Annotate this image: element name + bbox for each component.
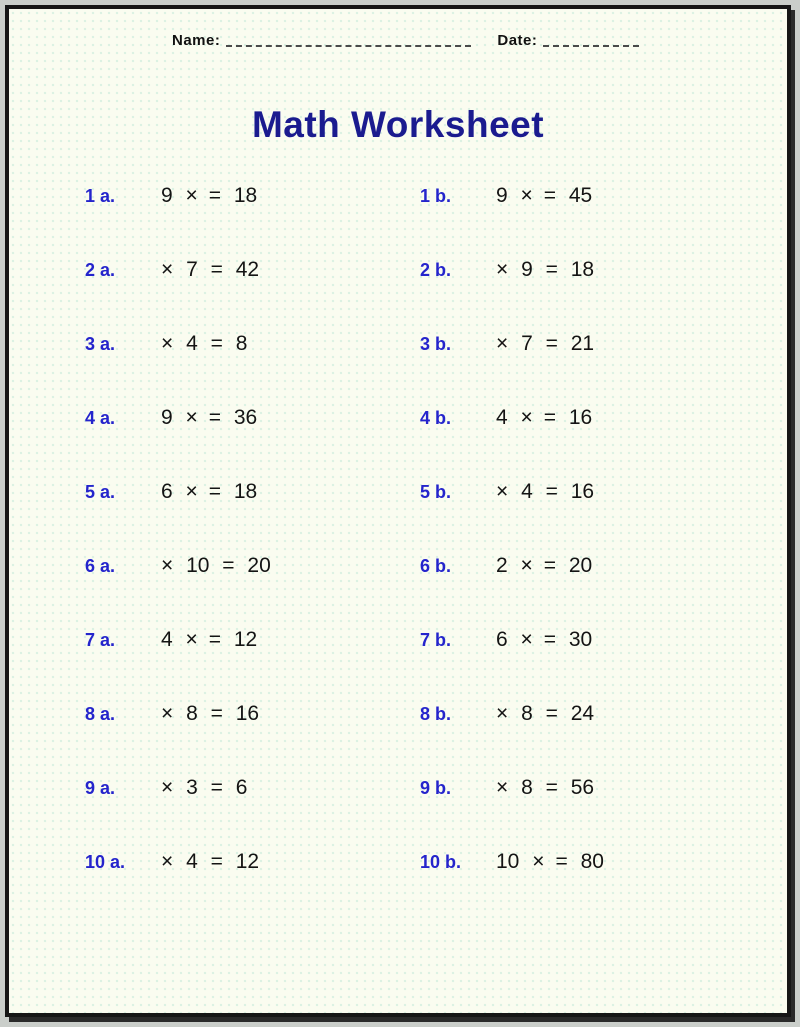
- problem-2b: [420, 258, 785, 282]
- expression-after-blank: × 8 = 56: [496, 776, 595, 799]
- expression-before-blank: 9 ×: [161, 184, 198, 207]
- expression-before-blank: 2 ×: [496, 554, 533, 577]
- expression-after-blank: = 30: [543, 628, 593, 651]
- worksheet-page: [5, 5, 791, 1017]
- problem-1b: [420, 184, 785, 208]
- problem-5b: [420, 480, 785, 504]
- expression-after-blank: = 18: [208, 184, 258, 207]
- problem-1a: [85, 184, 420, 208]
- problem-3a: [85, 332, 420, 356]
- problem-9a: [85, 776, 420, 800]
- problem-label: 9 a.: [85, 778, 116, 798]
- expression-before-blank: 10 ×: [496, 850, 545, 873]
- name-label: Name:: [172, 32, 221, 49]
- expression-before-blank: 6 ×: [161, 480, 198, 503]
- problem-label: 5 b.: [420, 482, 452, 502]
- expression-after-blank: × 8 = 24: [496, 702, 595, 725]
- problem-7b: [420, 628, 785, 652]
- problem-expression: [161, 258, 259, 282]
- problem-expression: [161, 332, 247, 356]
- problem-label: 10 a.: [85, 852, 126, 872]
- expression-after-blank: = 45: [543, 184, 593, 207]
- problem-2a: [85, 258, 420, 282]
- problem-label: 3 a.: [85, 334, 116, 354]
- problem-6b: [420, 554, 785, 578]
- expression-before-blank: 6 ×: [496, 628, 533, 651]
- problem-label: 7 b.: [420, 630, 452, 650]
- expression-after-blank: = 20: [543, 554, 593, 577]
- problem-10b: [420, 850, 785, 874]
- problem-8a: [85, 702, 420, 726]
- problem-label: 7 a.: [85, 630, 116, 650]
- problem-expression: [496, 480, 594, 504]
- expression-after-blank: × 8 = 16: [161, 702, 260, 725]
- problem-label: 3 b.: [420, 334, 452, 354]
- problem-expression: [161, 184, 257, 208]
- problem-expression: [161, 628, 257, 652]
- problem-expression: [496, 850, 604, 874]
- date-label: Date:: [497, 32, 538, 49]
- problem-expression: [496, 332, 594, 356]
- problem-expression: [161, 850, 259, 874]
- problem-5a: [85, 480, 420, 504]
- problem-6a: [85, 554, 420, 578]
- problem-expression: [496, 628, 592, 652]
- problem-7a: [85, 628, 420, 652]
- expression-after-blank: = 36: [208, 406, 258, 429]
- expression-after-blank: = 80: [555, 850, 604, 873]
- expression-after-blank: = 12: [208, 628, 258, 651]
- problem-label: 1 b.: [420, 186, 452, 206]
- expression-before-blank: 4 ×: [161, 628, 198, 651]
- expression-after-blank: × 4 = 16: [496, 480, 595, 503]
- page-title: Math Worksheet: [251, 104, 545, 145]
- problem-label: 1 a.: [85, 186, 116, 206]
- problem-3b: [420, 332, 785, 356]
- problem-expression: [161, 554, 271, 578]
- expression-after-blank: × 9 = 18: [496, 258, 595, 281]
- date-write-in-line: [543, 33, 639, 47]
- expression-after-blank: × 4 = 8: [161, 332, 248, 355]
- worksheet-header: [172, 31, 639, 49]
- problem-expression: [496, 406, 592, 430]
- name-write-in-line: [226, 33, 471, 47]
- problem-label: 2 a.: [85, 260, 116, 280]
- expression-after-blank: = 18: [208, 480, 258, 503]
- expression-before-blank: 9 ×: [496, 184, 533, 207]
- expression-before-blank: 4 ×: [496, 406, 533, 429]
- problem-label: 9 b.: [420, 778, 452, 798]
- problem-expression: [496, 184, 592, 208]
- expression-before-blank: 9 ×: [161, 406, 198, 429]
- problem-8b: [420, 702, 785, 726]
- problem-expression: [161, 776, 247, 800]
- expression-after-blank: = 16: [543, 406, 593, 429]
- problem-label: 6 a.: [85, 556, 116, 576]
- expression-after-blank: × 10 = 20: [161, 554, 271, 577]
- problem-label: 2 b.: [420, 260, 452, 280]
- expression-after-blank: × 7 = 21: [496, 332, 595, 355]
- problem-label: 6 b.: [420, 556, 452, 576]
- expression-after-blank: × 7 = 42: [161, 258, 260, 281]
- problem-expression: [496, 776, 594, 800]
- problem-4a: [85, 406, 420, 430]
- problem-expression: [161, 702, 259, 726]
- problem-9b: [420, 776, 785, 800]
- problem-label: 10 b.: [420, 852, 462, 872]
- problem-expression: [161, 480, 257, 504]
- expression-after-blank: × 3 = 6: [161, 776, 248, 799]
- problem-label: 8 a.: [85, 704, 116, 724]
- problem-4b: [420, 406, 785, 430]
- problem-label: 4 a.: [85, 408, 116, 428]
- problem-expression: [161, 406, 257, 430]
- problem-expression: [496, 258, 594, 282]
- problem-expression: [496, 702, 594, 726]
- problem-expression: [496, 554, 592, 578]
- expression-after-blank: × 4 = 12: [161, 850, 260, 873]
- problem-label: 5 a.: [85, 482, 116, 502]
- problem-grid: [85, 159, 785, 899]
- problem-label: 4 b.: [420, 408, 452, 428]
- problem-10a: [85, 850, 420, 874]
- problem-label: 8 b.: [420, 704, 452, 724]
